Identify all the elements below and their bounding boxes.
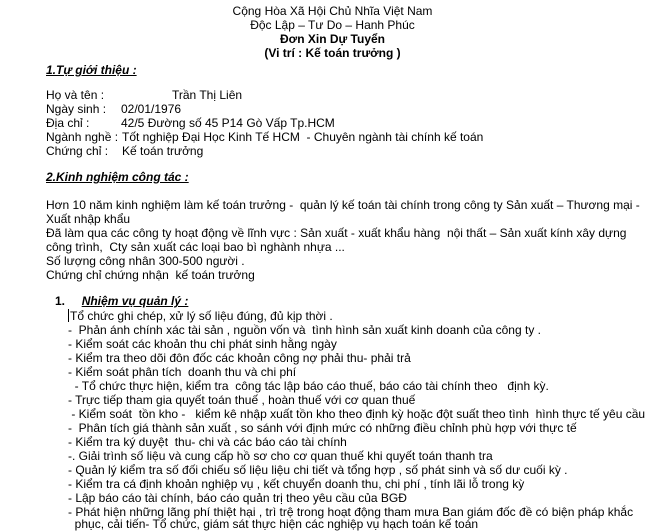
duty-item: - Kiểm soát các khoản thu chi phát sinh hằng ngày [68,337,337,351]
duty-item: - Kiểm soát tồn kho - kiểm kê nhập xuất tồn kho theo định kỳ hoặc đột suất theo tình hình thực tế yêu cầu [68,407,646,421]
section-heading-experience: 2.Kinh nghiệm công tác : [46,170,189,184]
duty-item: - Kiểm tra ký duyệt thu- chi và các báo cáo tài chính [68,435,347,449]
info-value: Tốt nghiệp Đại Học Kinh Tế HCM - Chuyên ngành tài chính kế toán [122,130,484,144]
info-value: Trần Thị Liên [172,88,243,102]
info-label: Chứng chỉ : [46,144,109,158]
duty-item[interactable] [68,309,333,323]
duty-item: - Quản lý kiểm tra số đối chiếu số liệu liệu chi tiết và tổng hợp , số phát sinh và số dư cuối kỳ . [68,463,568,477]
duty-item: - Phân tích giá thành sản xuất , so sánh với định mức có những điều chỉnh phù hợp với thực tế [68,421,577,435]
experience-line: Số lượng công nhân 300-500 người . [46,254,245,268]
duty-item-text: Tổ chức ghi chép, xử lý số liệu đúng, đủ kịp thời . [70,309,333,323]
experience-line: công trình, Cty sản xuất các loại bao bì nghành nhựa ... [46,240,345,254]
duty-item: - Tổ chức thực hiện, kiểm tra công tác lập báo cáo thuế, báo cáo tài chính theo định kỳ. [68,379,549,393]
duty-item: - Phát hiện những lãng phí thiệt hại , trì trệ trong hoạt động tham mưa Ban giám đốc đề có biện pháp khắc [68,505,634,519]
section-heading-introduction: 1.Tự giới thiệu : [46,63,137,77]
duty-item: - Kiểm tra theo dõi đôn đốc các khoản công nợ phải thu- phải trả [68,351,411,365]
info-label: Ngày sinh : [46,102,107,116]
info-row-certificate [46,144,203,158]
duty-item: -. Giải trình số liệu và cung cấp hồ sơ cho cơ quan thuế khi quyết toán thanh tra [68,449,493,463]
info-value: 42/5 Đường số 45 P14 Gò Vấp Tp.HCM [121,116,335,130]
duty-item: - Kiểm tra cá định khoản nghiệp vụ , kết chuyển doanh thu, chi phí , tính lãi lỗ trong kỳ [68,477,525,491]
duty-item: - Lập báo cáo tài chính, báo cáo quản trị theo yêu cầu của BGĐ [68,491,407,505]
info-label: Ngành nghề : [46,130,119,144]
experience-line: Đã làm qua các công ty hoạt động về lĩnh vực : Sản xuất - xuất khẩu hàng nội thất – Sản xuất kính xây dựng [46,226,627,240]
duty-item: - Phản ánh chính xác tài sản , nguồn vốn và tình hình sản xuất kinh doanh của công ty . [68,323,541,337]
experience-line: Hơn 10 năm kinh nghiệm làm kế toán trưởng - quản lý kế toán tài chính trong công ty Sản xuất – Thương mại - [46,198,640,212]
country-name: Cộng Hòa Xã Hội Chủ Nhĩa Việt Nam [232,4,433,18]
national-motto: Độc Lập – Tư Do – Hanh Phúc [250,18,415,32]
info-label: Địa chỉ : [46,116,90,130]
info-value: Kế toán trưởng [122,144,204,158]
duties-number: 1. [55,294,66,308]
experience-line: Chứng chỉ chứng nhận kế toán trưởng [46,268,255,282]
document-title: Đơn Xin Dự Tuyển [280,32,385,46]
experience-line: Xuất nhập khẩu [46,212,131,226]
info-row-birthdate [46,102,181,116]
info-value: 02/01/1976 [121,102,182,116]
duty-item: - Kiểm soát phân tích doanh thu và chi phí [68,365,297,379]
duties-heading [55,294,188,308]
duty-item: phục, cải tiến- Tổ chức, giám sát thực hiện các nghiệp vụ hạch toán kế toán [68,517,479,531]
text-cursor [68,309,69,322]
duties-title: Nhiệm vụ quản lý : [81,294,189,308]
position-subtitle: (Vi trí : Kế toán trưởng ) [264,46,401,60]
duty-item: - Trực tiếp tham gia quyết toán thuế , hoàn thuế với cơ quan thuế [68,393,416,407]
info-label: Họ và tên : [46,88,105,102]
info-row-profession [46,130,483,144]
info-row-name [46,88,242,102]
info-row-address [46,116,335,130]
